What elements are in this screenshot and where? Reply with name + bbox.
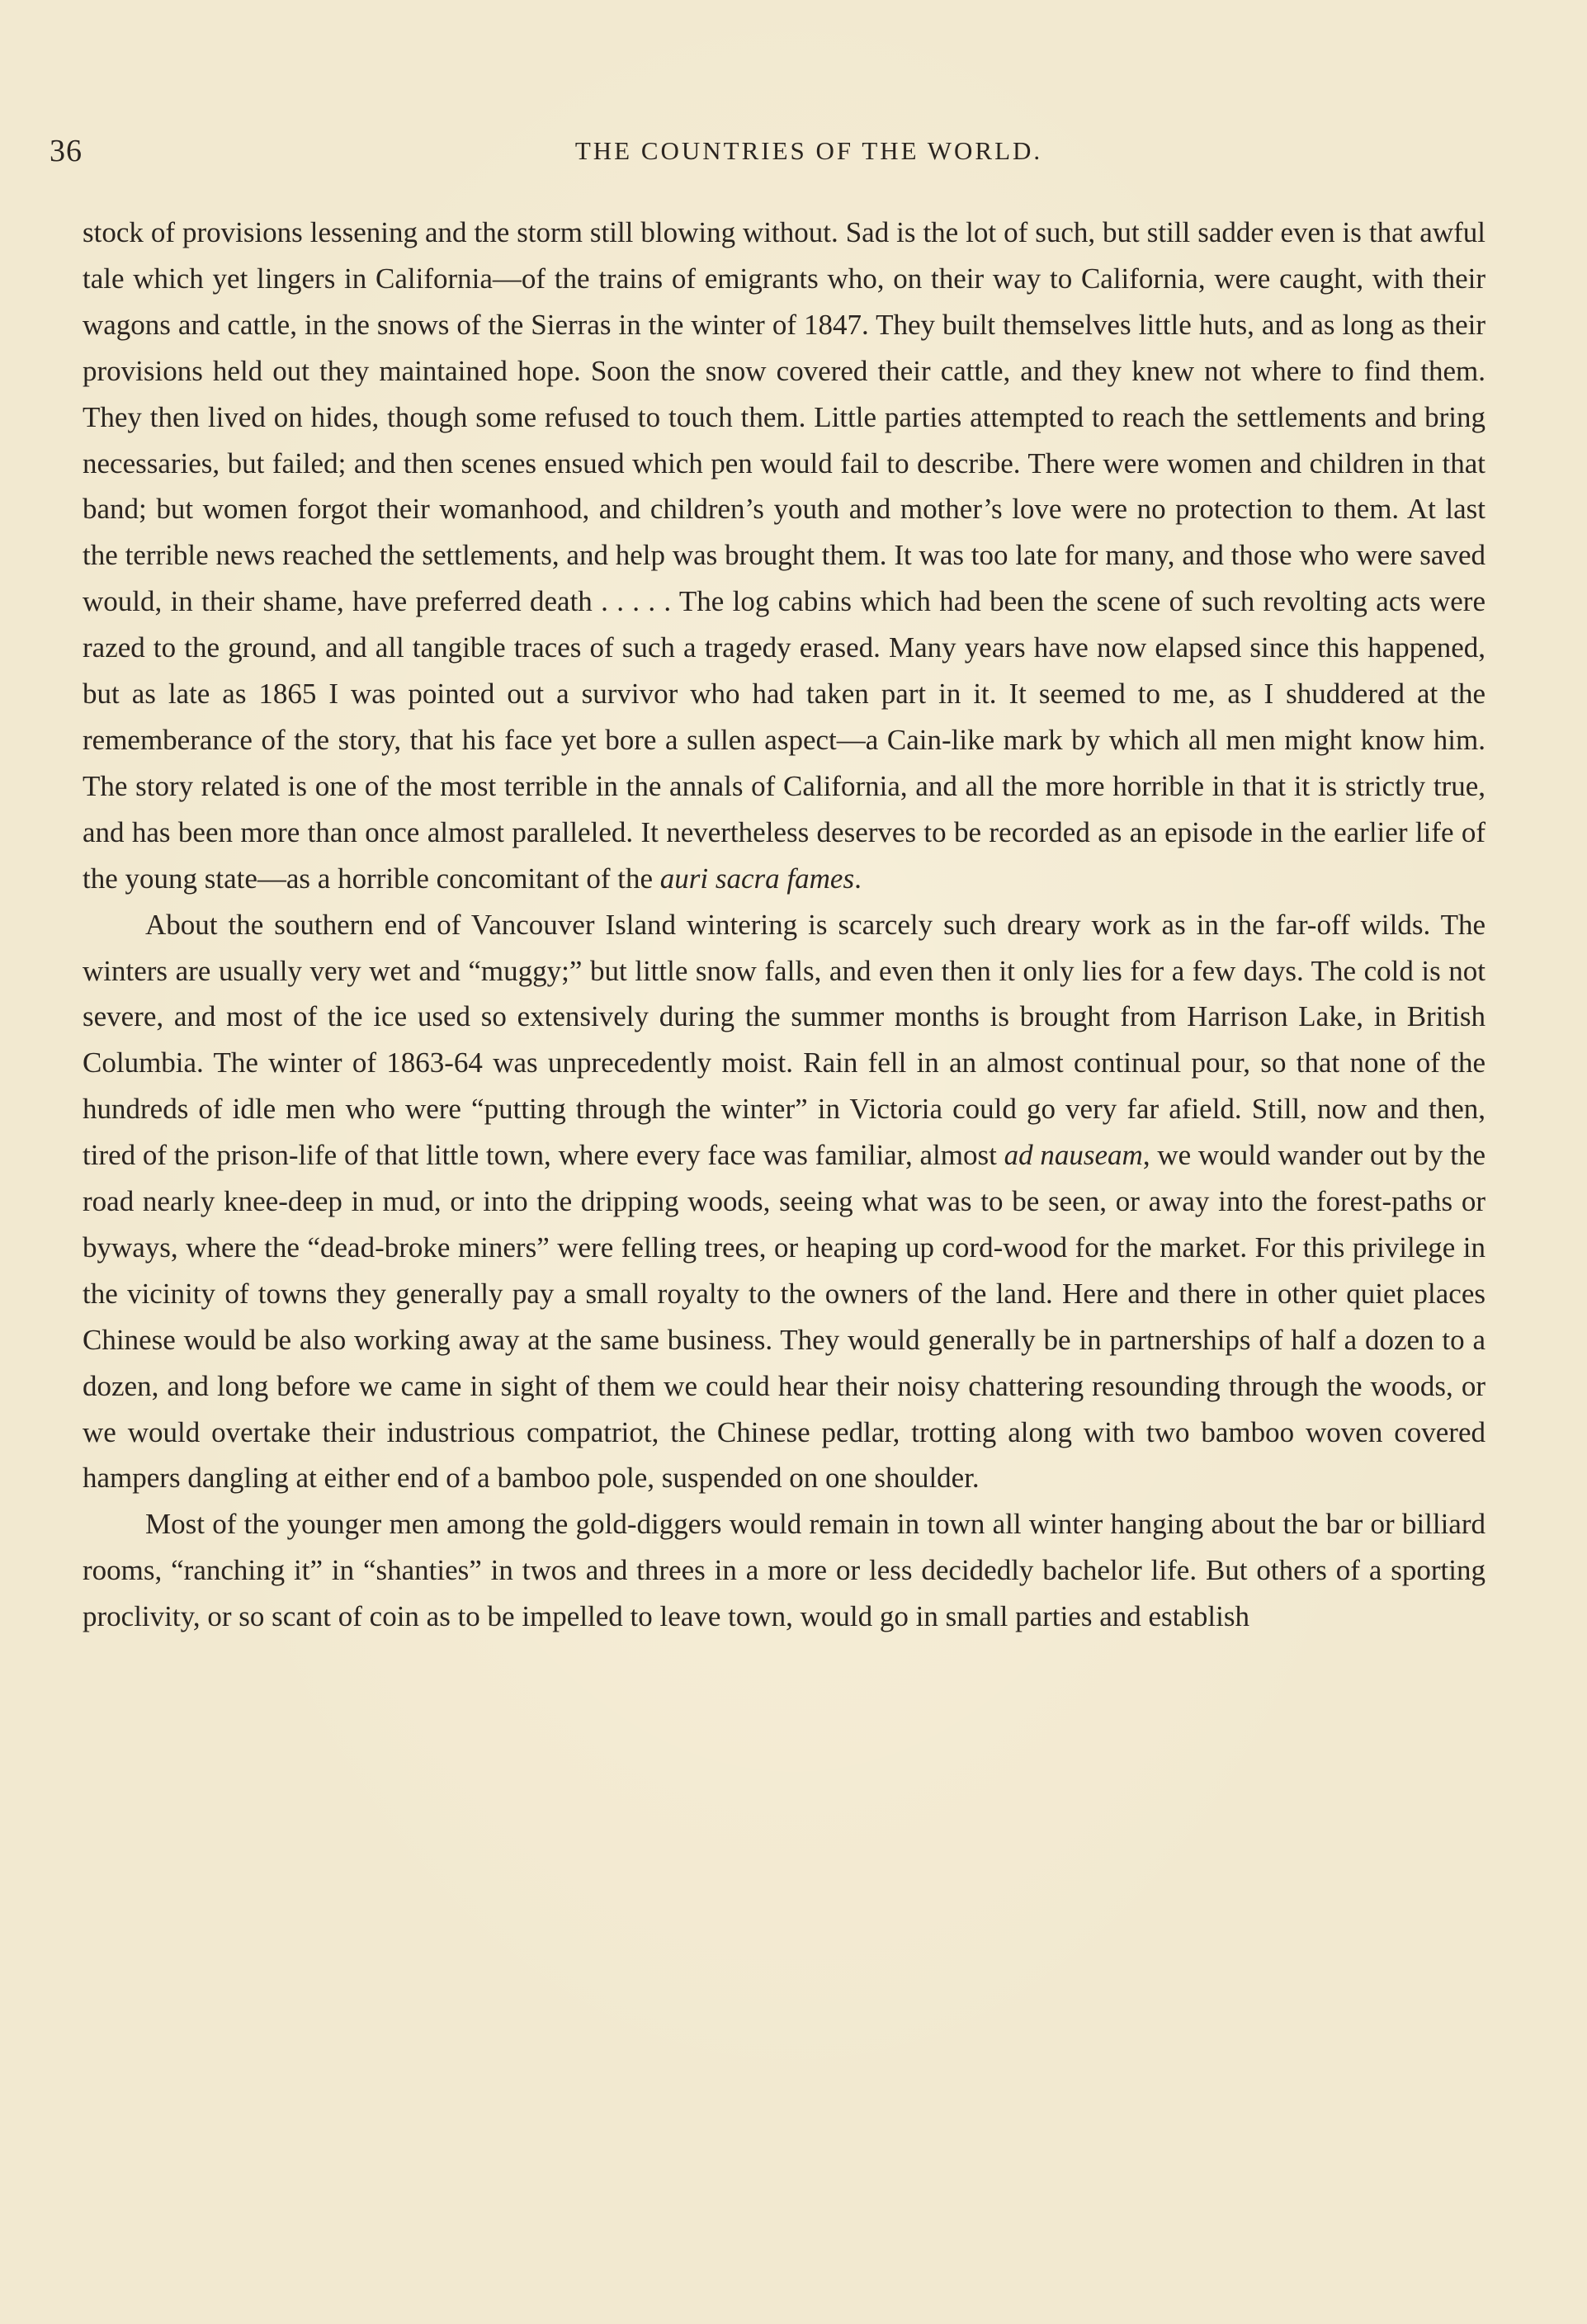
paragraph-2 [83,902,1485,1502]
page-header [50,132,1519,170]
paragraph-3 [83,1501,1485,1640]
paragraph-1-latin-phrase: auri sacra fames [659,862,855,895]
paragraph-1 [83,210,1485,902]
paragraph-2-rest: , we would wander out by the road nearly knee-deep in mud, or into the dripping woods, seeing what was to be seen, or away into the forest-paths or byways, where the “dead-broke miners” were felling trees, or heaping up cord-wood for the market. For this privilege in the vicinity of towns they generally pay a small royalty to the owners of the land. Here and there in other quiet places Chinese would be also working away at the same business. They would generally be in partnerships of half a dozen to a dozen, and long before we came in sight of them we could hear their noisy chattering resounding through the woods, or we would overtake their industrious compatriot, the Chinese pedlar, trotting along with two bamboo woven covered hampers dangling at either end of a bamboo pole, suspended on one shoulder. [83,1139,1485,1495]
paragraph-3-text: Most of the younger men among the gold-diggers would remain in town all winter hanging about the bar or billiard rooms, “ranching it” in “shanties” in twos and threes in a more or less decidedly bachelor life. But others of a sporting proclivity, or so scant of coin as to be impelled to leave town, would go in small parties and establish [83,1508,1485,1633]
paragraph-1-end: . [854,862,862,895]
paragraph-2-latin-phrase: ad nauseam [1004,1139,1143,1172]
paragraph-2-text: About the southern end of Vancouver Island wintering is scarcely such dreary work as in the far-off wilds. The winters are usually very wet and “muggy;” but little snow falls, and even then it only lies for a few days. The cold is not severe, and most of the ice used so extensively during the summer months is brought from Harrison Lake, in British Columbia. The winter of 1863-64 was unprecedently moist. Rain fell in an almost continual pour, so that none of the hundreds of idle men who were “putting through the winter” in Victoria could go very far afield. Still, now and then, tired of the prison-life of that little town, where every face was familiar, almost [83,908,1485,1172]
running-title: THE COUNTRIES OF THE WORLD. [574,136,1043,165]
page-number: 36 [50,134,83,168]
body-text [83,210,1485,1640]
paragraph-1-text: stock of provisions lessening and the storm still blowing without. Sad is the lot of such, but still sadder even is that awful tale which yet lingers in California—of the trains of emigrants who, on their way to California, were caught, with their wagons and cattle, in the snows of the Sierras in the winter of 1847. They built themselves little huts, and as long as their provisions held out they maintained hope. Soon the snow covered their cattle, and they knew not where to find them. They then lived on hides, though some refused to touch them. Little parties attempted to reach the settlements and bring necessaries, but failed; and then scenes ensued which pen would fail to describe. There were women and children in that band; but women forgot their womanhood, and children’s youth and mother’s love were no protection to them. At last the terrible news reached the settlements, and help was brought them. It was too late for many, and those who were saved would, in their shame, have preferred death . . . . . The log cabins which had been the scene of such revolting acts were razed to the ground, and all tangible traces of such a tragedy erased. Many years have now elapsed since this happened, but as late as 1865 I was pointed out a survivor who had taken part in it. It seemed to me, as I shuddered at the rememberance of the story, that his face yet bore a sullen aspect—a Cain-like mark by which all men might know him. The story related is one of the most terrible in the annals of California, and all the more horrible in that it is strictly true, and has been more than once almost paralleled. It nevertheless deserves to be recorded as an episode in the earlier life of the young state—as a horrible concomitant of the [83,216,1485,895]
